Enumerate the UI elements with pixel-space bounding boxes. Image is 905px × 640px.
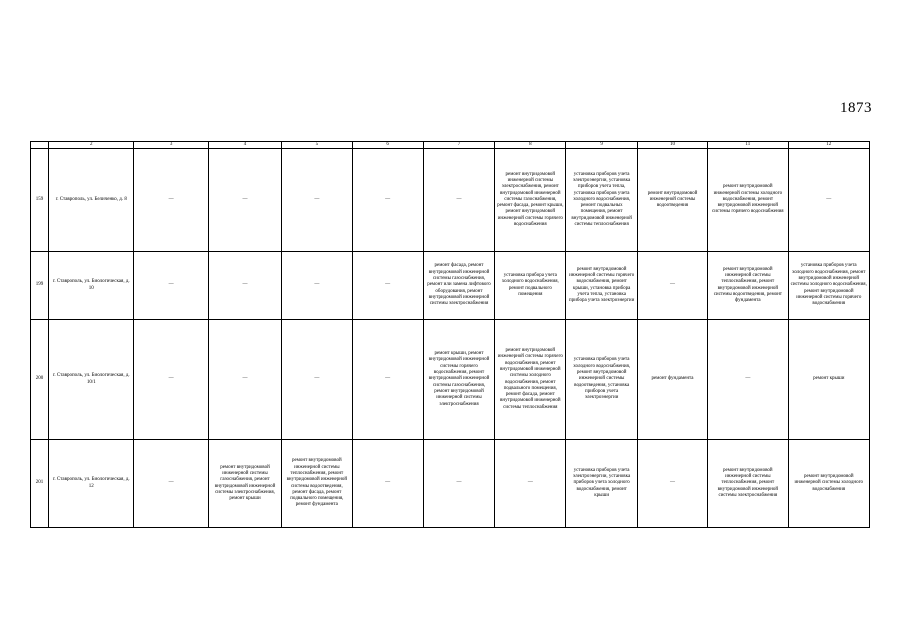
cell-empty: — (134, 149, 208, 252)
cell-works: ремонт внутридомовой инженерной системы электроснабжения, ремонт внутридомовой инженерной системы газоснабжения, ремонт фасада, ремонт крыши, ремонт внутридомовой инженерной системы горячего водоснабжения (495, 149, 566, 252)
column-number-row (31, 142, 870, 149)
column-number: 7 (423, 142, 494, 149)
column-number: 10 (637, 142, 707, 149)
table-row (31, 440, 870, 528)
table-row (31, 149, 870, 252)
cell-empty: — (788, 149, 869, 252)
cell-empty: — (208, 252, 281, 320)
cell-works: установка приборов учета электроэнергии, установка приборов учета холодного водоснабжения, ремонт крыши (566, 440, 637, 528)
table-row (31, 320, 870, 440)
cell-empty: — (134, 320, 208, 440)
row-address: г. Ставрополь, ул. Биологическая, д. 10 (49, 252, 134, 320)
cell-works: ремонт фундамента (637, 320, 707, 440)
cell-empty: — (208, 320, 281, 440)
column-number: 9 (566, 142, 637, 149)
cell-empty: — (282, 252, 352, 320)
column-number: 4 (208, 142, 281, 149)
cell-works: ремонт внутридомовой инженерной системы горячего водоснабжения, ремонт крыши, установка прибора учета тепла, установка прибора учета электроэнергии (566, 252, 637, 320)
column-number: 12 (788, 142, 869, 149)
cell-works: ремонт внутридомовой инженерной системы теплоснабжения, ремонт внутридомовой инженерной системы водоотведения, ремонт фундамента (708, 252, 788, 320)
cell-works: установка приборов учета холодного водоснабжения, ремонт внутридомовой инженерной системы водоотведения, установка приборов учета электроэнергии (566, 320, 637, 440)
row-number: 159 (31, 149, 49, 252)
cell-works: ремонт крыши, ремонт внутридомовой инженерной системы горячего водоснабжения, ремонт внутридомовой инженерной системы газоснабжения, ремонт внутридомовой инженерной системы электроснабжения (423, 320, 494, 440)
column-number: 3 (134, 142, 208, 149)
page-number: 1873 (840, 100, 872, 116)
column-number: 5 (282, 142, 352, 149)
cell-works: ремонт крыши (788, 320, 869, 440)
cell-empty: — (637, 252, 707, 320)
cell-empty: — (282, 149, 352, 252)
cell-empty: — (282, 320, 352, 440)
cell-works: установка прибора учета холодного водоснабжения, ремонт подвального помещения (495, 252, 566, 320)
table-row (31, 252, 870, 320)
cell-empty: — (352, 440, 423, 528)
column-number: 2 (49, 142, 134, 149)
cell-works: ремонт внутридомовой инженерной системы теплоснабжения, ремонт внутридомовой инженерной системы водоотведения, ремонт фасада, ремонт подвального помещения, ремонт фундамента (282, 440, 352, 528)
cell-works: установка приборов учета электроэнергии, установка приборов учета тепла, установка приборов учета холодного водоснабжения, ремонт подвальных помещения, ремонт внутридомовой инженерной системы теплоснабжения (566, 149, 637, 252)
row-address: г. Ставрополь, ул. Биологическая, д. 12 (49, 440, 134, 528)
cell-empty: — (423, 440, 494, 528)
cell-empty: — (423, 149, 494, 252)
cell-empty: — (352, 252, 423, 320)
row-number: 199 (31, 252, 49, 320)
cell-empty: — (352, 149, 423, 252)
column-number: 11 (708, 142, 788, 149)
cell-empty: — (134, 252, 208, 320)
cell-works: ремонт внутридомовой инженерной системы водоотведения (637, 149, 707, 252)
column-number: 6 (352, 142, 423, 149)
cell-works: ремонт фасада, ремонт внутридомовой инженерной системы газоснабжения, ремонт или замена лифтового оборудования, ремонт внутридомовой инженерной системы электроснабжения (423, 252, 494, 320)
cell-empty: — (495, 440, 566, 528)
cell-works: ремонт внутридомовой инженерной системы холодного водоснабжения, ремонт внутридомовой инженерной системы горячего водоснабжения (708, 149, 788, 252)
cell-empty: — (637, 440, 707, 528)
cell-empty: — (352, 320, 423, 440)
cell-empty: — (134, 440, 208, 528)
cell-works: ремонт внутридомовой инженерной системы горячего водоснабжения, ремонт внутридомовой инженерной системы холодного водоснабжения, ремонт подвального помещения, ремонт фасада, ремонт внутридомовой инженерной системы теплоснабжения (495, 320, 566, 440)
cell-works: ремонт внутридомовой инженерной системы холодного водоснабжения (788, 440, 869, 528)
row-address: г. Ставрополь, ул. Беличенко, д. 8 (49, 149, 134, 252)
column-number-blank (31, 142, 49, 149)
cell-works: установка приборов учета холодного водоснабжения, ремонт внутридомовой инженерной системы холодного водоснабжения, ремонт внутридомовой инженерной системы горячего водоснабжения (788, 252, 869, 320)
row-number: 200 (31, 320, 49, 440)
cell-empty: — (208, 149, 281, 252)
row-address: г. Ставрополь, ул. Биологическая, д. 10/1 (49, 320, 134, 440)
repair-schedule-table (30, 141, 870, 528)
column-number: 8 (495, 142, 566, 149)
cell-works: ремонт внутридомовой инженерной системы теплоснабжения, ремонт внутридомовой инженерной системы электроснабжения (708, 440, 788, 528)
cell-works: ремонт внутридомовой инженерной системы газоснабжения, ремонт внутридомовой инженерной системы электроснабжения, ремонт крыши (208, 440, 281, 528)
cell-empty: — (708, 320, 788, 440)
row-number: 201 (31, 440, 49, 528)
